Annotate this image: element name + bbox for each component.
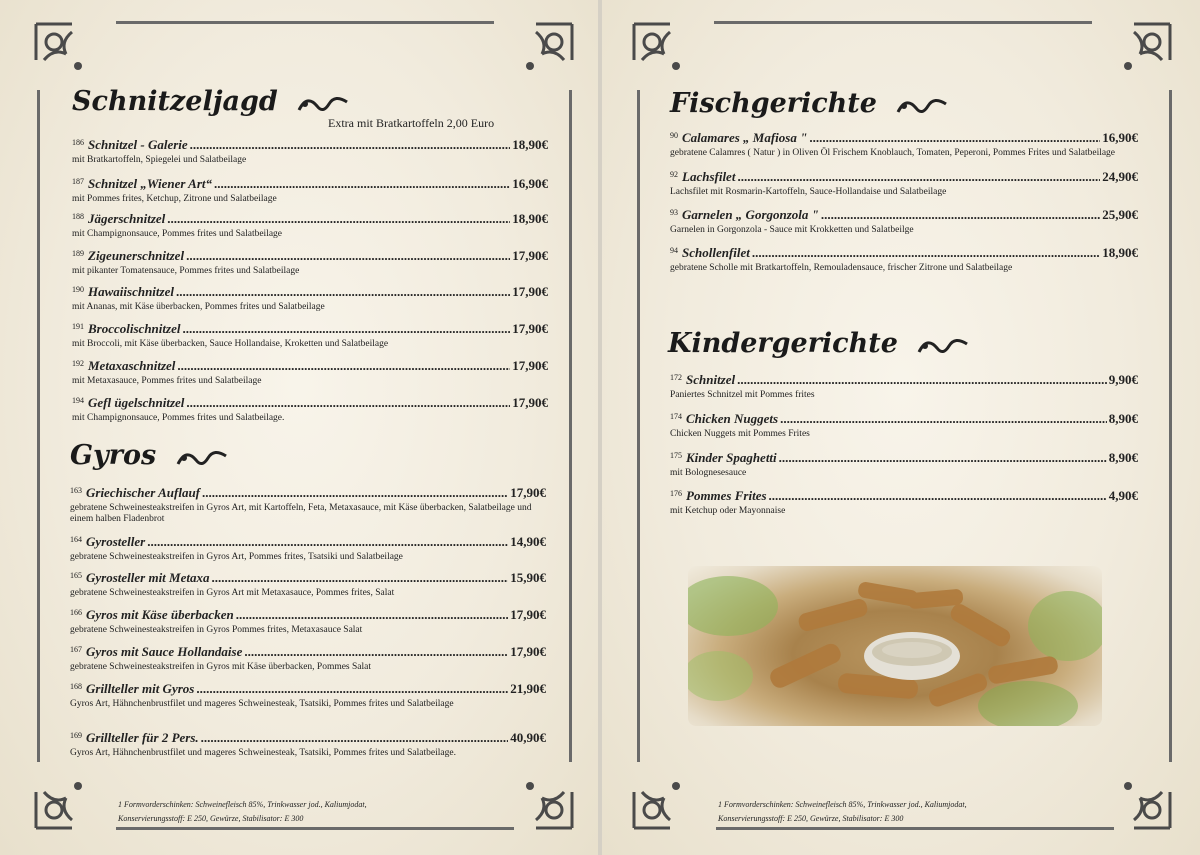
item-number: 186 [72, 138, 84, 147]
menu-item-line [70, 535, 546, 551]
ornament-icon [630, 20, 692, 82]
menu-item-line [72, 177, 548, 193]
item-price: 16,90€ [512, 176, 548, 191]
menu-item [70, 571, 546, 599]
item-price: 21,90€ [510, 681, 546, 696]
dot-leader [196, 682, 508, 696]
menu-item [72, 138, 548, 166]
section-title-schnitzeljagd: Schnitzeljagd [72, 86, 349, 117]
item-number: 190 [72, 285, 84, 294]
item-price: 4,90€ [1108, 488, 1138, 503]
menu-item-line [670, 451, 1138, 467]
item-description: mit Metaxasauce, Pommes frites und Salatbeilage [72, 376, 262, 386]
item-description: mit Ananas, mit Käse überbacken, Pommes frites und Salatbeilage [72, 302, 325, 312]
section-title-fischgerichte: Fischgerichte [670, 88, 948, 119]
menu-item-line [70, 645, 546, 661]
menu-page-right [602, 0, 1200, 855]
item-name: Pommes Frites [686, 488, 767, 503]
menu-item-line [70, 608, 546, 624]
swirl-icon [176, 446, 228, 468]
item-number: 189 [72, 249, 84, 258]
item-description: Gyros Art, Hähnchenbrustfilet und mageres Schweinesteak, Tsatsiki, Pommes frites und Salatbeilage [70, 699, 454, 709]
menu-item [70, 645, 546, 673]
item-number: 168 [70, 682, 82, 691]
item-number: 176 [670, 489, 682, 498]
dot-leader [214, 177, 510, 191]
item-description: Chicken Nuggets mit Pommes Frites [670, 429, 810, 439]
item-name: Garnelen „ Gorgonzola " [682, 207, 819, 222]
menu-item-line [670, 373, 1138, 389]
item-description: gebratene Schweinesteakstreifen in Gyros Art, mit Kartoffeln, Feta, Metaxasauce, mit Käse überbacken, Salatbeilage und einem halben Fladenbrot [70, 503, 532, 524]
ornament-icon [32, 770, 94, 832]
item-description: Garnelen in Gorgonzola - Sauce mit Krokketten und Salatbeilge [670, 225, 914, 235]
top-border [714, 21, 1092, 24]
item-number: 191 [72, 322, 84, 331]
item-price: 8,90€ [1108, 411, 1138, 426]
right-border [569, 90, 572, 762]
item-description: gebratene Calamres ( Natur ) in Oliven Öl Frischem Knoblauch, Tomaten, Peperoni, Pommes Frites und Salatbeilage [670, 148, 1116, 158]
item-price: 40,90€ [510, 730, 546, 745]
dot-leader [177, 359, 510, 373]
menu-item-line [670, 246, 1138, 262]
bottom-border [716, 827, 1114, 830]
menu-item [72, 396, 548, 424]
item-price: 15,90€ [510, 570, 546, 585]
item-number: 188 [72, 212, 84, 221]
item-description: mit Ketchup oder Mayonnaise [670, 506, 786, 516]
item-number: 169 [70, 731, 82, 740]
item-name: Schnitzel „Wiener Art“ [88, 176, 213, 191]
menu-item [670, 451, 1138, 479]
chicken-nuggets-photo [688, 566, 1102, 726]
item-name: Chicken Nuggets [686, 411, 779, 426]
menu-page-left [0, 0, 598, 855]
menu-item-line [670, 208, 1138, 224]
menu-item-line [72, 138, 548, 154]
item-name: Gyrosteller [86, 534, 146, 549]
dot-leader [186, 249, 510, 263]
item-name: Metaxaschnitzel [88, 358, 176, 373]
menu-item [70, 731, 546, 759]
ornament-icon [514, 20, 576, 82]
item-name: Griechischer Auflauf [86, 485, 200, 500]
ornament-icon [514, 770, 576, 832]
menu-item-line [670, 170, 1138, 186]
item-description: gebratene Scholle mit Bratkartoffeln, Remouladensauce, frischer Zitrone und Salatbeilage [670, 263, 1013, 273]
menu-item-line [72, 212, 548, 228]
dot-leader [244, 645, 508, 659]
item-number: 174 [670, 412, 682, 421]
item-description: mit pikanter Tomatensauce, Pommes frites und Salatbeilage [72, 266, 300, 276]
menu-item [670, 246, 1138, 274]
menu-item [70, 486, 546, 525]
dot-leader [186, 396, 510, 410]
dot-leader [779, 451, 1107, 465]
item-price: 17,90€ [512, 395, 548, 410]
dot-leader [737, 373, 1107, 387]
menu-item-line [70, 571, 546, 587]
menu-item [72, 322, 548, 350]
item-number: 163 [70, 486, 82, 495]
dot-leader [201, 731, 509, 745]
dot-leader [809, 131, 1100, 145]
item-price: 17,90€ [512, 321, 548, 336]
menu-item [72, 285, 548, 313]
menu-item-line [72, 249, 548, 265]
menu-item-line [70, 682, 546, 698]
item-price: 8,90€ [1108, 450, 1138, 465]
item-number: 175 [670, 451, 682, 460]
menu-item-line [72, 396, 548, 412]
extra-note: Extra mit Bratkartoffeln 2,00 Euro [328, 116, 495, 130]
item-number: 165 [70, 571, 82, 580]
menu-item-line [72, 285, 548, 301]
bottom-border [116, 827, 514, 830]
ornament-icon [630, 770, 692, 832]
item-number: 92 [670, 170, 678, 179]
item-price: 17,90€ [512, 248, 548, 263]
item-price: 17,90€ [512, 358, 548, 373]
item-name: Hawaiischnitzel [88, 284, 174, 299]
section-title-gyros: Gyros [70, 440, 228, 471]
top-border [116, 21, 494, 24]
item-number: 94 [670, 246, 678, 255]
dot-leader [147, 535, 508, 549]
item-price: 17,90€ [510, 644, 546, 659]
swirl-icon [917, 334, 969, 356]
dot-leader [212, 571, 509, 585]
left-border [37, 90, 40, 762]
item-name: Schnitzel [686, 372, 736, 387]
item-name: Grillteller mit Gyros [86, 681, 195, 696]
item-description: mit Champignonsauce, Pommes frites und Salatbeilage [72, 229, 283, 239]
dot-leader [167, 212, 510, 226]
swirl-icon [896, 94, 948, 116]
left-border [637, 90, 640, 762]
dot-leader [202, 486, 508, 500]
dot-leader [737, 170, 1100, 184]
dot-leader [176, 285, 510, 299]
menu-item [72, 359, 548, 387]
item-name: Gyros mit Sauce Hollandaise [86, 644, 243, 659]
item-name: Lachsfilet [682, 169, 736, 184]
menu-item [72, 249, 548, 277]
item-name: Schollenfilet [682, 245, 750, 260]
item-number: 187 [72, 177, 84, 186]
ornament-icon [1112, 20, 1174, 82]
dot-leader [182, 322, 510, 336]
item-description: gebratene Schweinesteakstreifen in Gyros Pommes frites, Metaxasauce Salat [70, 625, 363, 635]
menu-item [670, 131, 1138, 159]
dot-leader [780, 412, 1107, 426]
item-number: 172 [670, 373, 682, 382]
item-price: 25,90€ [1102, 207, 1138, 222]
item-name: Zigeunerschnitzel [88, 248, 185, 263]
menu-item-line [70, 486, 546, 502]
swirl-icon [297, 92, 349, 114]
item-price: 24,90€ [1102, 169, 1138, 184]
item-price: 17,90€ [510, 607, 546, 622]
item-description: gebratene Schweinesteakstreifen in Gyros mit Käse überbacken, Pommes Salat [70, 662, 372, 672]
item-number: 164 [70, 535, 82, 544]
menu-item-line [670, 131, 1138, 147]
item-name: Grillteller für 2 Pers. [86, 730, 199, 745]
menu-item [70, 535, 546, 563]
menu-item-line [72, 359, 548, 375]
menu-item [72, 177, 548, 205]
item-name: Kinder Spaghetti [686, 450, 777, 465]
ornament-icon [1112, 770, 1174, 832]
item-description: mit Pommes frites, Ketchup, Zitrone und Salatbeilage [72, 194, 277, 204]
item-number: 90 [670, 131, 678, 140]
dot-leader [769, 489, 1107, 503]
dot-leader [190, 138, 511, 152]
item-description: mit Bolognesesauce [670, 468, 747, 478]
menu-item [70, 608, 546, 636]
menu-item-line [72, 322, 548, 338]
item-name: Gyrosteller mit Metaxa [86, 570, 210, 585]
item-number: 192 [72, 359, 84, 368]
item-number: 194 [72, 396, 84, 405]
item-description: mit Bratkartoffeln, Spiegelei und Salatbeilage [72, 155, 247, 165]
menu-item [670, 208, 1138, 236]
item-name: Schnitzel - Galerie [88, 137, 188, 152]
footnote: 1 Formvorderschinken: Schweinefleisch 85%, Trinkwasser jod., Kaliumjodat, Konservierungsstoff: E 250, Gewürze, Stabilisator: E 300 [718, 800, 967, 823]
right-border [1169, 90, 1172, 762]
item-price: 18,90€ [1102, 245, 1138, 260]
item-number: 167 [70, 645, 82, 654]
menu-item [70, 682, 546, 710]
item-number: 166 [70, 608, 82, 617]
menu-item [72, 212, 548, 240]
section-title-kindergerichte: Kindergerichte [668, 328, 969, 359]
menu-item [670, 489, 1138, 517]
ornament-icon [32, 20, 94, 82]
item-description: Lachsfilet mit Rosmarin-Kartoffeln, Sauce-Hollandaise und Salatbeilage [670, 187, 947, 197]
item-price: 17,90€ [512, 284, 548, 299]
menu-item-line [670, 489, 1138, 505]
item-number: 93 [670, 208, 678, 217]
menu-item [670, 412, 1138, 440]
item-name: Jägerschnitzel [88, 211, 166, 226]
item-description: mit Broccoli, mit Käse überbacken, Sauce Hollandaise, Kroketten und Salatbeilage [72, 339, 389, 349]
item-name: Gyros mit Käse überbacken [86, 607, 234, 622]
item-description: gebratene Schweinesteakstreifen in Gyros Art mit Metaxasauce, Pommes frites, Salat [70, 588, 395, 598]
item-description: Gyros Art, Hähnchenbrustfilet und mageres Schweinesteak, Tsatsiki, Pommes frites und Salatbeilage. [70, 748, 456, 758]
menu-item-line [670, 412, 1138, 428]
item-price: 18,90€ [512, 137, 548, 152]
item-name: Broccolischnitzel [88, 321, 181, 336]
item-description: mit Champignonsauce, Pommes frites und Salatbeilage. [72, 413, 285, 423]
footnote: 1 Formvorderschinken: Schweinefleisch 85%, Trinkwasser jod., Kaliumjodat, Konservierungsstoff: E 250, Gewürze, Stabilisator: E 300 [118, 800, 367, 823]
item-price: 14,90€ [510, 534, 546, 549]
item-description: gebratene Schweinesteakstreifen in Gyros Art, Pommes frites, Tsatsiki und Salatbeilage [70, 552, 403, 562]
item-name: Calamares „ Mafiosa " [682, 130, 808, 145]
item-name: Gefl ügelschnitzel [88, 395, 185, 410]
item-description: Paniertes Schnitzel mit Pommes frites [670, 390, 815, 400]
menu-item-line [70, 731, 546, 747]
dot-leader [821, 208, 1100, 222]
item-price: 17,90€ [510, 485, 546, 500]
dot-leader [752, 246, 1100, 260]
menu-item [670, 170, 1138, 198]
item-price: 18,90€ [512, 211, 548, 226]
item-price: 9,90€ [1108, 372, 1138, 387]
dot-leader [236, 608, 509, 622]
menu-item [670, 373, 1138, 401]
item-price: 16,90€ [1102, 130, 1138, 145]
